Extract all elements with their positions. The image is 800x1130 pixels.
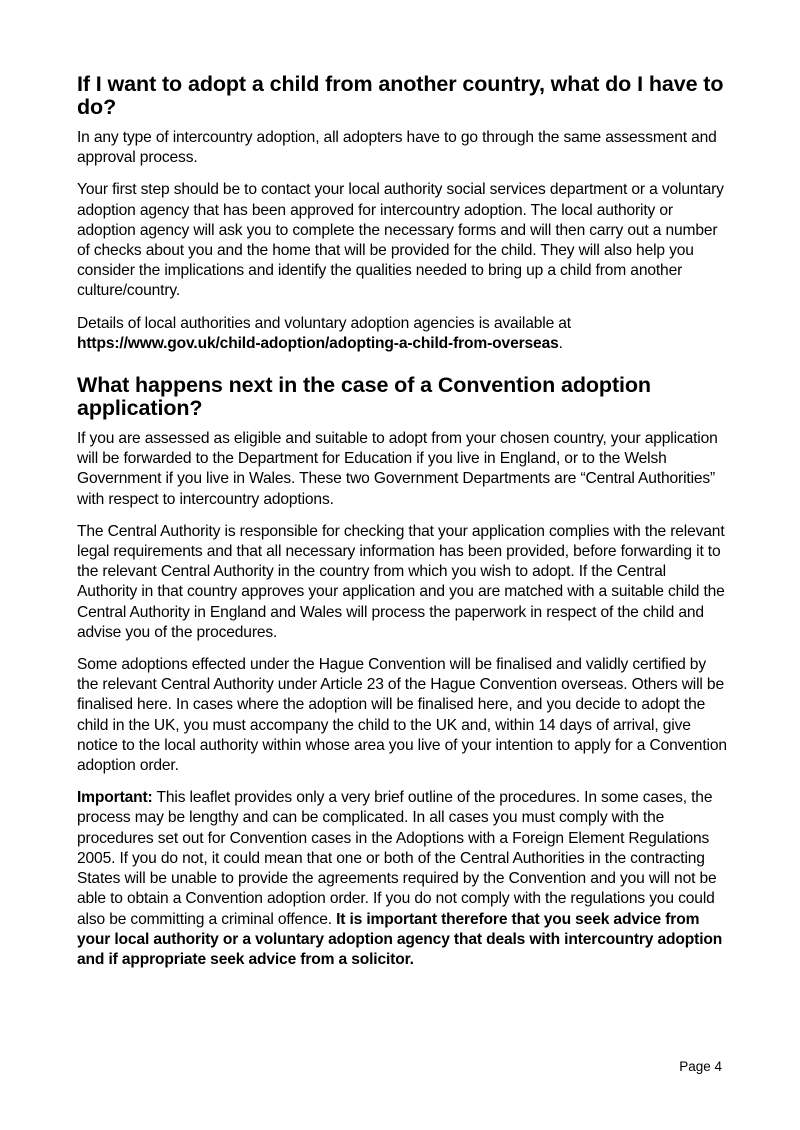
important-label: Important: — [77, 789, 153, 807]
section-heading-intercountry: If I want to adopt a child from another country, what do I have to do? — [77, 72, 724, 119]
details-text: Details of local authorities and voluntary adoption agencies is available at — [77, 314, 571, 332]
paragraph-first-step: Your first step should be to contact your local authority social services department or a voluntary adoption agency that has been approved for intercountry adoption. The local authority or adoption agency will ask you to complete the necessary forms and will then carry out a number of checks about you and the home that will be provided for the child. They will also help you consider the implications and identify the qualities needed to bring up a child from another culture/country. — [77, 181, 724, 300]
important-text: This leaflet provides only a very brief outline of the procedures. In some cases, the process may be lengthy and can be complicated. In all cases you must comply with the procedures set out for Convention cases in the Adoptions with a Foreign Element Regulations 2005. If you do not, it could mean that one or both of the Central Authorities in the contracting States will be unable to provide the agreements required by the Convention and you will not be able to obtain a Convention adoption order. If you do not comply with the regulations you could also be committing a criminal offence. — [77, 789, 717, 928]
paragraph-central-authority: The Central Authority is responsible for checking that your application complies with the relevant legal requirements and that all necessary information has been provided, before forwarding it to the relevant Central Authority in the country from which you wish to adopt. If the Central Authority in that country approves your application and you are matched with a suitable child the Central Authority in England and Wales will process the paperwork in respect of the child and advise you of the procedures. — [77, 522, 725, 641]
important-advice: It is important therefore that you seek advice from your local authority or a voluntary adoption agency that deals with intercountry adoption and if appropriate seek advice from a solicitor. — [77, 910, 723, 968]
paragraph-eligible: If you are assessed as eligible and suitable to adopt from your chosen country, your application will be forwarded to the Department for Education if you live in England, or to the Welsh Government if you live in Wales. These two Government Departments are “Central Authorities” with respect to intercountry adoptions. — [77, 430, 718, 508]
paragraph-details — [77, 314, 727, 354]
paragraph-assessment: In any type of intercountry adoption, all adopters have to go through the same assessment and approval process. — [77, 129, 717, 167]
details-period: . — [558, 334, 563, 352]
document-page — [77, 73, 727, 982]
adoption-overseas-link[interactable]: https://www.gov.uk/child-adoption/adopting-a-child-from-overseas — [77, 334, 559, 352]
page-number: Page 4 — [679, 1059, 722, 1074]
paragraph-important — [77, 788, 727, 970]
paragraph-hague-convention: Some adoptions effected under the Hague Convention will be finalised and validly certified by the relevant Central Authority under Article 23 of the Hague Convention overseas. Others will be finalised here. In cases where the adoption will be finalised here, and you decide to adopt the child in the UK, you must accompany the child to the UK and, within 14 days of arrival, give notice to the local authority within whose area you live of your intention to apply for a Convention adoption order. — [77, 656, 727, 775]
section-heading-convention: What happens next in the case of a Convention adoption application? — [77, 373, 651, 421]
